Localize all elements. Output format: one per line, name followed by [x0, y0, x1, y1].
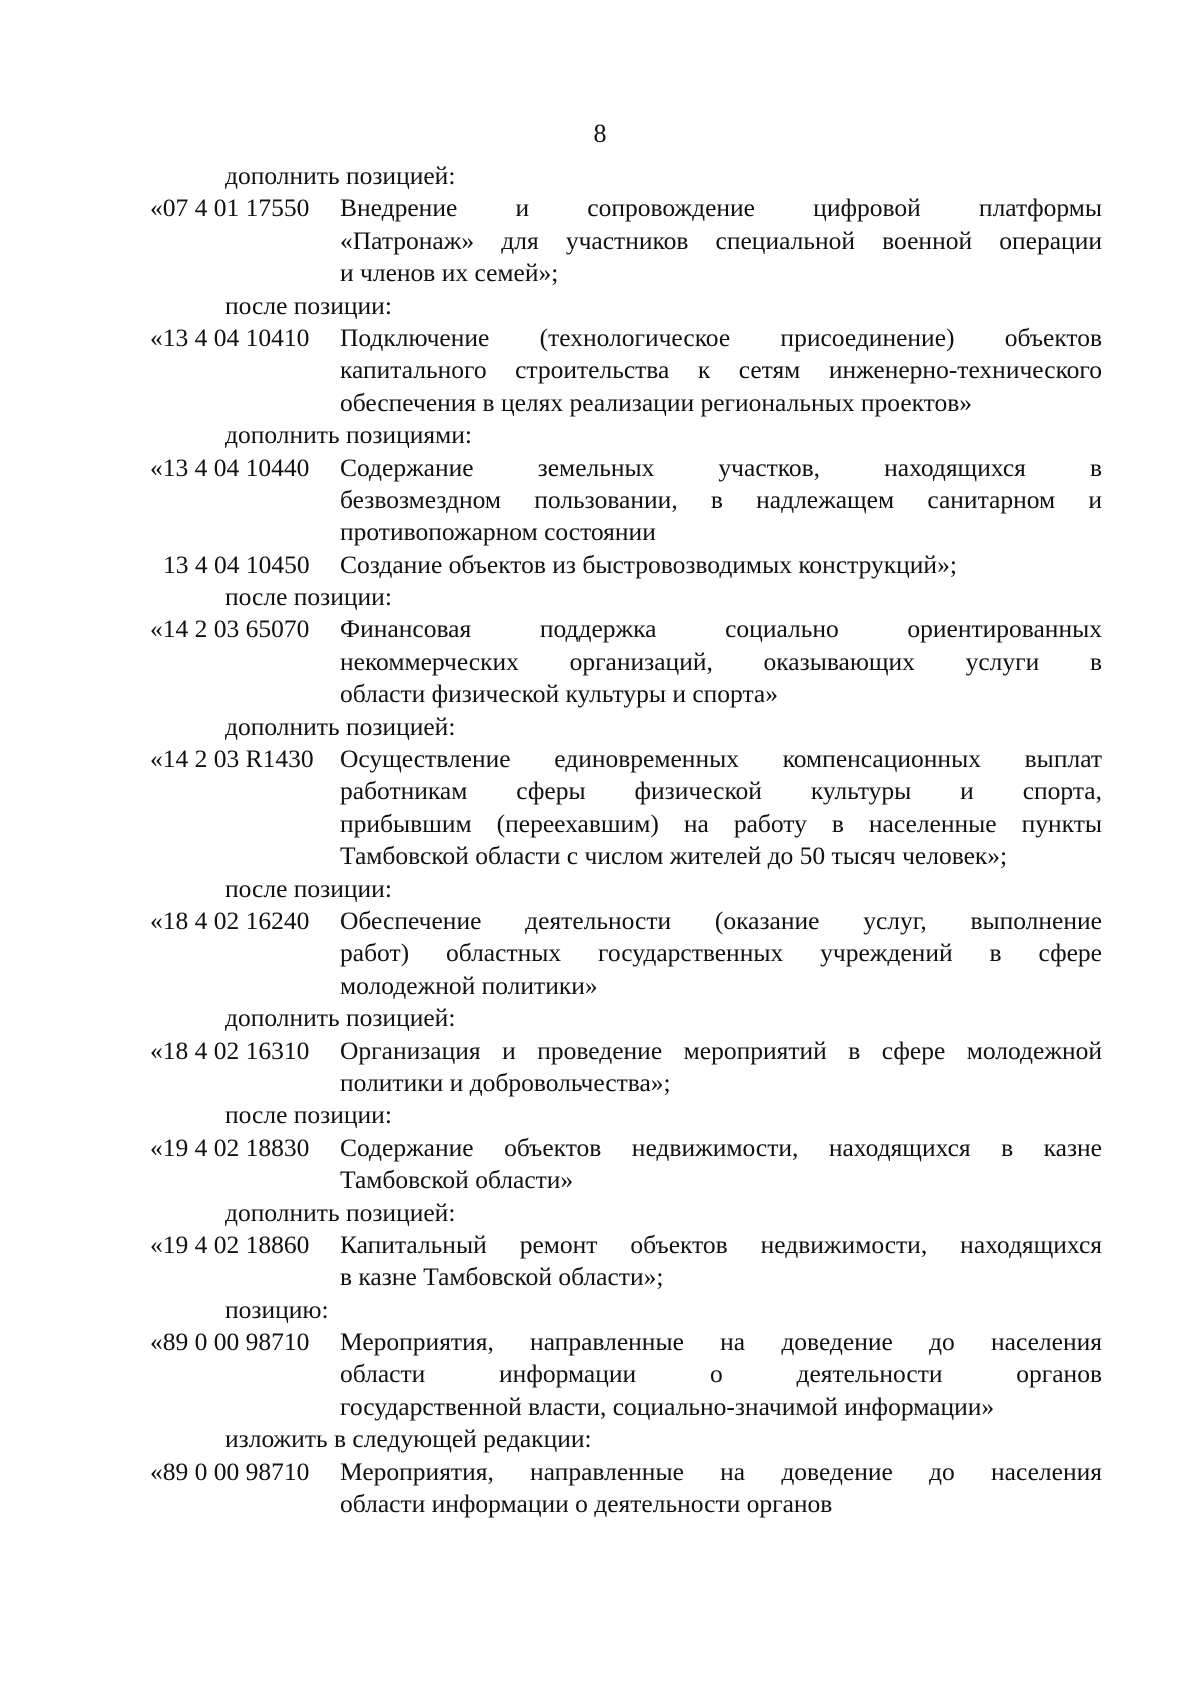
entry-code: «19 4 02 18830 [150, 1132, 310, 1162]
instruction-line: дополнить позицией: [225, 1003, 456, 1033]
classification-entry [150, 743, 1102, 873]
instruction-line: после позиции: [225, 873, 392, 903]
entry-description [340, 192, 1102, 289]
instruction-line: после позиции: [225, 582, 392, 612]
classification-entry [150, 1456, 1102, 1521]
description-line: капитального строительства к сетям инженерно-технического [340, 355, 1102, 385]
instruction-line: изложить в следующей редакции: [225, 1424, 592, 1454]
description-line: политики и добровольчества»; [340, 1067, 671, 1097]
description-line: области физической культуры и спорта» [340, 679, 778, 709]
instruction-line: дополнить позицией: [225, 1197, 456, 1227]
description-line: Мероприятия, направленные на доведение до населения [340, 1327, 1102, 1357]
description-line: Обеспечение деятельности (оказание услуг, выполнение [340, 906, 1102, 935]
description-line: Внедрение и сопровождение цифровой платформы [340, 193, 1102, 223]
entry-code: «19 4 02 18860 [150, 1229, 310, 1259]
description-line: Мероприятия, направленные на доведение до населения [340, 1456, 1102, 1486]
description-line: Тамбовской области с числом жителей до 50 тысяч человек»; [340, 841, 1008, 871]
entry-description [340, 1326, 1102, 1423]
description-line: области информации о деятельности органов [340, 1359, 1102, 1389]
entry-description [340, 1229, 1102, 1294]
classification-entry [150, 905, 1102, 1002]
entry-description [340, 1035, 1102, 1100]
description-line: молодежной политики» [340, 970, 598, 1000]
description-line: Содержание земельных участков, находящихся в [340, 452, 1102, 482]
description-line: области информации о деятельности органов [340, 1489, 833, 1519]
instruction-line: после позиции: [225, 1100, 392, 1130]
classification-entry [150, 1035, 1102, 1100]
entry-description [340, 905, 1102, 1002]
description-line: противопожарном состоянии [340, 517, 656, 547]
classification-entry [150, 452, 1102, 549]
description-line: обеспечения в целях реализации региональных проектов» [340, 387, 973, 417]
classification-entry [150, 549, 1102, 581]
classification-entry [150, 192, 1102, 289]
entry-description [340, 452, 1102, 549]
description-line: «Патронаж» для участников специальной военной операции [340, 225, 1102, 255]
classification-entry [150, 322, 1102, 419]
entry-code: «18 4 02 16240 [150, 906, 310, 935]
entry-code: «14 2 03 65070 [150, 614, 310, 644]
description-line: Содержание объектов недвижимости, находящихся в казне [340, 1132, 1102, 1162]
description-line: государственной власти, социально-значимой информации» [340, 1391, 995, 1421]
entry-code: «18 4 02 16310 [150, 1035, 310, 1065]
entry-code: «89 0 00 98710 [150, 1327, 310, 1357]
entry-description [340, 322, 1102, 419]
entry-description [340, 549, 1102, 581]
description-line: Тамбовской области» [340, 1165, 574, 1195]
entry-code: «07 4 01 17550 [150, 193, 310, 223]
description-line: Капитальный ремонт объектов недвижимости, находящихся [340, 1229, 1102, 1259]
entry-code: «13 4 04 10410 [150, 322, 310, 352]
description-line: безвозмездном пользовании, в надлежащем санитарном и [340, 484, 1102, 514]
document-body [150, 160, 1102, 1520]
entry-code: «13 4 04 10440 [150, 452, 310, 482]
description-line: Подключение (технологическое присоединение) объектов [340, 322, 1102, 352]
classification-entry [150, 613, 1102, 710]
entry-code: 13 4 04 10450 [163, 549, 310, 579]
entry-code: «14 2 03 R1430 [150, 744, 314, 774]
description-line: работ) областных государственных учреждений в сфере [340, 938, 1102, 968]
entry-description [340, 743, 1102, 873]
entry-description [340, 613, 1102, 710]
entry-code: «89 0 00 98710 [150, 1456, 310, 1486]
instruction-line: дополнить позициями: [225, 420, 472, 450]
instruction-line: дополнить позицией: [225, 161, 456, 190]
entry-description [340, 1456, 1102, 1521]
description-line: некоммерческих организаций, оказывающих услуги в [340, 646, 1102, 676]
page-number: 8 [593, 119, 607, 148]
classification-entry [150, 1132, 1102, 1197]
description-line: и членов их семей»; [340, 258, 559, 288]
classification-entry [150, 1229, 1102, 1294]
description-line: Осуществление единовременных компенсационных выплат [340, 744, 1102, 774]
description-line: прибывшим (переехавшим) на работу в населенные пункты [340, 808, 1102, 838]
description-line: в казне Тамбовской области»; [340, 1262, 664, 1292]
instruction-line: после позиции: [225, 290, 392, 320]
description-line: Финансовая поддержка социально ориентированных [340, 614, 1102, 644]
instruction-line: дополнить позицией: [225, 711, 456, 741]
classification-entry [150, 1326, 1102, 1423]
description-line: Создание объектов из быстровозводимых конструкций»; [340, 549, 957, 579]
entry-description [340, 1132, 1102, 1197]
description-line: Организация и проведение мероприятий в сфере молодежной [340, 1035, 1102, 1065]
instruction-line: позицию: [225, 1294, 329, 1324]
description-line: работникам сферы физической культуры и спорта, [340, 776, 1102, 806]
